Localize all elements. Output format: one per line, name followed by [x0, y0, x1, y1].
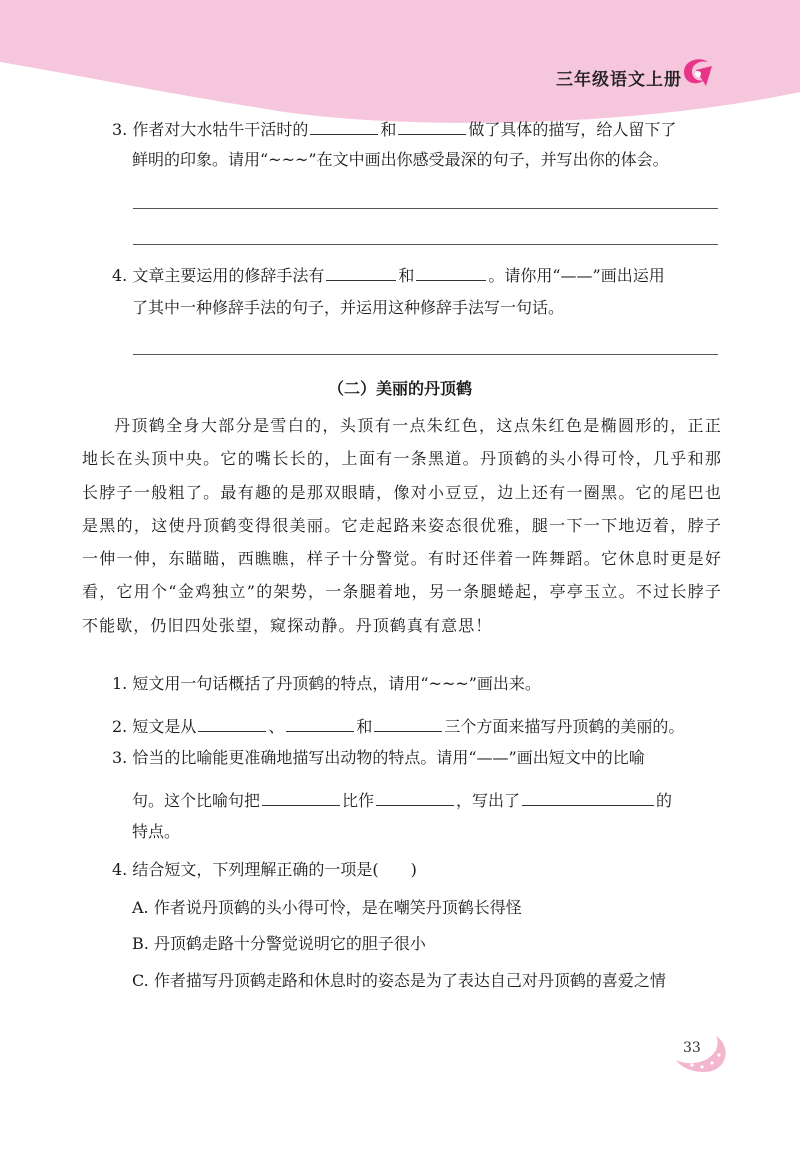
question-text: 和 [380, 120, 397, 139]
publisher-logo-icon [676, 52, 716, 92]
answer-line[interactable] [133, 354, 718, 355]
answer-blank[interactable] [198, 715, 266, 732]
header-title: 三年级语文上册 [556, 70, 682, 90]
question-text: 4. 文章主要运用的修辞手法有 [112, 266, 325, 285]
question-text: 和 [356, 717, 373, 736]
reading-passage: 丹顶鹤全身大部分是雪白的，头顶有一点朱红色，这点朱红色是椭圆形的，正正地长在头顶中央。它的嘴长长的，上面有一条黑道。丹顶鹤的头小得可怜，几乎和那长脖子一般粗了。最有趣的是那双眼睛，像对小豆豆，边上还有一圈黑。它的尾巴也是黑的，这使丹顶鹤变得很美丽。它走起路来姿态很优雅，腿一下一下地迈着，脖子一伸一伸，东瞄瞄，西瞧瞧，样子十分警觉。有时还伴着一阵舞蹈。它休息时更是好看，它用个“金鸡独立”的架势，一条腿着地，另一条腿蜷起，亭亭玉立。不过长脖子不能歇，仍旧四处张望，窥探动静。丹顶鹤真有意思！ [82, 416, 722, 635]
question-text: 三个方面来描写丹顶鹤的美丽的。 [444, 717, 685, 736]
answer-blank[interactable] [262, 789, 340, 806]
answer-line[interactable] [133, 208, 718, 209]
question-text: 3. 作者对大水牯牛干活时的 [112, 120, 309, 139]
section2-question-4: 4. 结合短文，下列理解正确的一项是( ) [112, 860, 417, 879]
moon-decoration-icon [672, 1032, 732, 1076]
question-3-line-1 [112, 118, 676, 138]
answer-line[interactable] [133, 244, 718, 245]
answer-blank[interactable] [326, 264, 396, 281]
section2-question-3-line-3: 特点。 [132, 822, 181, 841]
section2-question-2 [112, 715, 684, 735]
question-text: 2. 短文是从 [112, 717, 197, 736]
section2-question-1: 1. 短文用一句话概括了丹顶鹤的特点，请用“~~~”画出来。 [112, 674, 541, 693]
question-3-line-2: 鲜明的印象。请用“~~~”在文中画出你感受最深的句子，并写出你的体会。 [132, 150, 669, 169]
question-text: 句。这个比喻句把 [132, 791, 261, 810]
answer-blank[interactable] [398, 118, 466, 135]
answer-blank[interactable] [416, 264, 486, 281]
question-text: 的 [656, 791, 673, 810]
option-c[interactable]: C. 作者描写丹顶鹤走路和休息时的姿态是为了表达自己对丹顶鹤的喜爱之情 [132, 971, 666, 990]
question-text: 和 [398, 266, 415, 285]
question-4-line-1 [112, 264, 665, 284]
section2-question-3-line-2 [132, 789, 672, 809]
question-text: 。请你用“——”画出运用 [488, 266, 665, 285]
question-4-line-2: 了其中一种修辞手法的句子，并运用这种修辞手法写一句话。 [132, 298, 565, 317]
answer-blank[interactable] [522, 789, 654, 806]
option-a[interactable]: A. 作者说丹顶鹤的头小得可怜，是在嘲笑丹顶鹤长得怪 [132, 898, 522, 917]
answer-blank[interactable] [286, 715, 354, 732]
answer-blank[interactable] [376, 789, 454, 806]
question-text: 比作 [342, 791, 375, 810]
answer-blank[interactable] [374, 715, 442, 732]
answer-blank[interactable] [310, 118, 378, 135]
page-number: 33 [683, 1040, 701, 1056]
question-text: 做了具体的描写，给人留下了 [468, 120, 677, 139]
question-text: ，写出了 [456, 791, 521, 810]
section-title: （二）美丽的丹顶鹤 [327, 379, 472, 398]
question-text: 、 [268, 717, 285, 736]
section2-question-3-line-1: 3. 恰当的比喻能更准确地描写出动物的特点。请用“——”画出短文中的比喻 [112, 748, 645, 767]
option-b[interactable]: B. 丹顶鹤走路十分警觉说明它的胆子很小 [132, 934, 426, 953]
